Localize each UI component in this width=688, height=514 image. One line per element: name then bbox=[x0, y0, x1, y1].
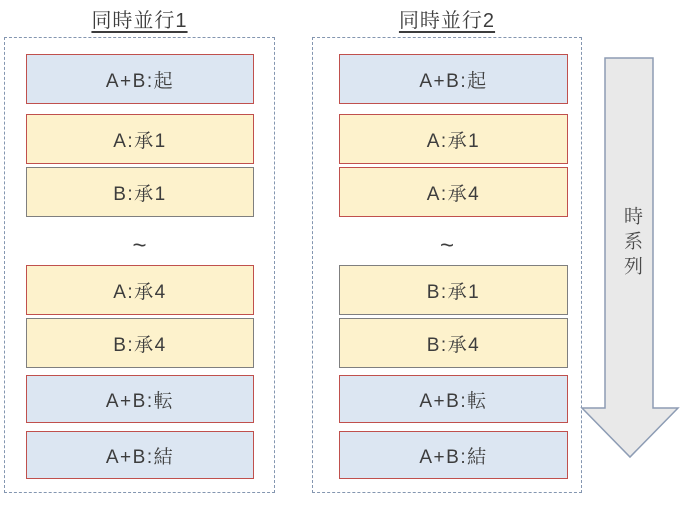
step-box-b-sho1: B:承1 bbox=[26, 167, 254, 217]
step-box-b-sho1: B:承1 bbox=[339, 265, 568, 315]
timeline-arrow-label: 時系列 bbox=[621, 206, 642, 281]
column-2-title: 同時並行2 bbox=[398, 10, 496, 32]
ellipsis-tilde: ~ bbox=[439, 232, 454, 259]
column-1-title: 同時並行1 bbox=[91, 10, 188, 32]
step-box-ab-ten: A+B:転 bbox=[26, 375, 254, 423]
step-box-a-sho1: A:承1 bbox=[26, 114, 254, 164]
step-box-a-sho4: A:承4 bbox=[26, 265, 254, 315]
step-box-ab-ten: A+B:転 bbox=[339, 375, 568, 423]
step-box-ab-ketsu: A+B:結 bbox=[339, 431, 568, 479]
parallel-2-panel bbox=[312, 37, 582, 493]
step-box-ab-ki: A+B:起 bbox=[339, 54, 568, 104]
step-box-ab-ki: A+B:起 bbox=[26, 54, 254, 104]
step-box-b-sho4: B:承4 bbox=[339, 318, 568, 368]
ellipsis-tilde: ~ bbox=[132, 232, 147, 259]
step-box-b-sho4: B:承4 bbox=[26, 318, 254, 368]
step-box-a-sho1: A:承1 bbox=[339, 114, 568, 164]
step-box-a-sho4: A:承4 bbox=[339, 167, 568, 217]
step-box-ab-ketsu: A+B:結 bbox=[26, 431, 254, 479]
parallel-1-panel bbox=[4, 37, 275, 493]
